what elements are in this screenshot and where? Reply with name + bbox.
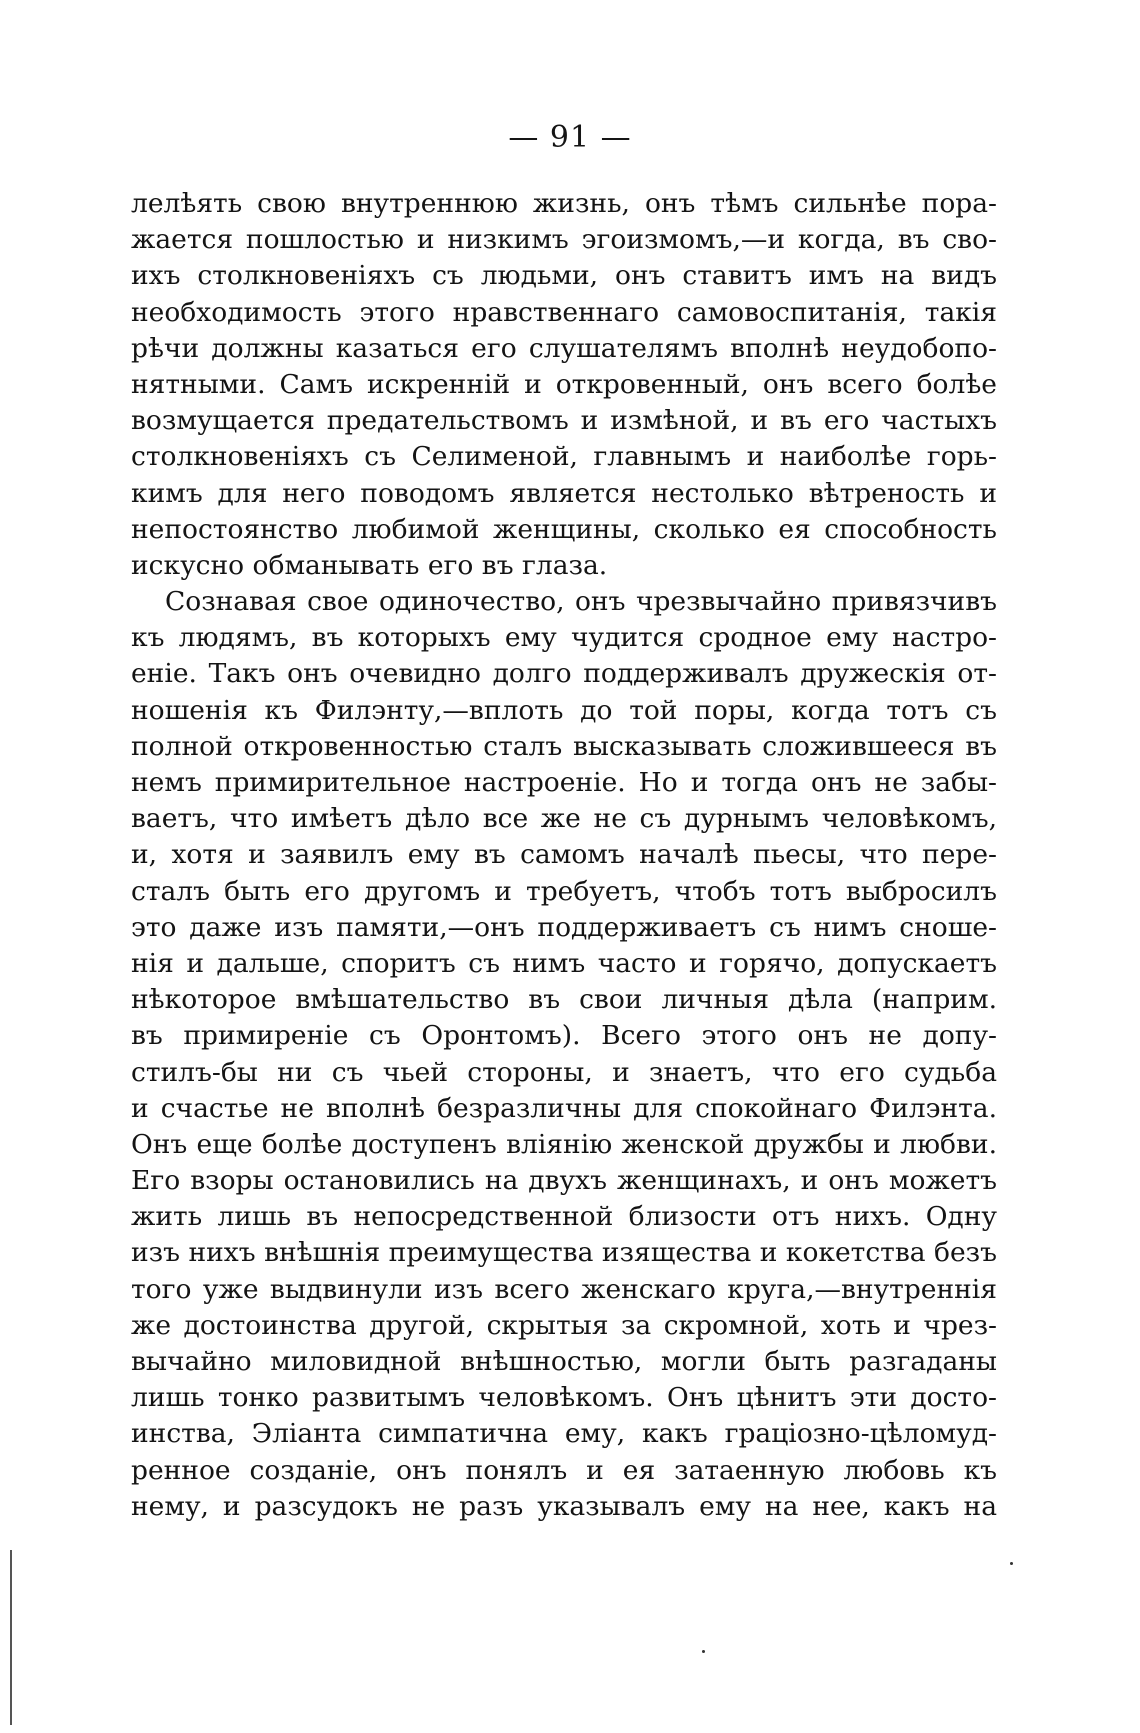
text-line: ношенія къ Филэнту,—вплоть до той поры, когда тотъ съ xyxy=(131,694,997,726)
text-line: жается пошлостью и низкимъ эгоизмомъ,—и когда, въ сво- xyxy=(131,224,997,256)
text-line: и, хотя и заявилъ ему въ самомъ началѣ пьесы, что пере- xyxy=(131,839,997,871)
text-line: инства, Эліанта симпатична ему, какъ граціозно-цѣломуд- xyxy=(131,1418,997,1450)
text-line: полной откровенностью сталъ высказывать сложившееся въ xyxy=(131,730,997,762)
text-line: сталъ быть его другомъ и требуетъ, чтобъ тотъ выбросилъ xyxy=(131,875,997,907)
text-line: нятными. Самъ искренній и откровенный, онъ всего болѣе xyxy=(131,368,997,400)
text-line: Его взоры остановились на двухъ женщинахъ, и онъ можетъ xyxy=(131,1165,997,1197)
text-line: нѣкоторое вмѣшательство въ свои личныя дѣла (наприм. xyxy=(131,984,997,1016)
text-line: въ примиреніе съ Оронтомъ). Всего этого онъ не допу- xyxy=(131,1020,997,1052)
scan-edge-mark xyxy=(10,1550,12,1725)
paragraph-end-line: искусно обманывать его въ глаза. xyxy=(131,549,608,581)
text-line: кимъ для него поводомъ является нестолько вѣтреность и xyxy=(131,477,997,509)
text-line: вычайно миловидной внѣшностью, могли быть разгаданы xyxy=(131,1346,997,1377)
text-line: къ людямъ, въ которыхъ ему чудится сродное ему настро- xyxy=(131,622,997,654)
text-line: нему, и разсудокъ не разъ указывалъ ему на нее, какъ на xyxy=(131,1490,997,1522)
text-line: же достоинства другой, скрытыя за скромной, хоть и чрез- xyxy=(131,1309,997,1341)
page-number: — 91 — xyxy=(508,120,632,155)
text-line: необходимость этого нравственнаго самовоспитанія, такія xyxy=(131,296,997,328)
text-line: Онъ еще болѣе доступенъ вліянію женской дружбы и любви. xyxy=(131,1128,997,1160)
text-line: ренное созданіе, онъ понялъ и ея затаенную любовь къ xyxy=(131,1454,997,1486)
body-text xyxy=(131,186,997,1525)
scan-speck xyxy=(1010,1562,1013,1565)
text-line: лелѣять свою внутреннюю жизнь, онъ тѣмъ сильнѣе пора- xyxy=(131,188,997,219)
text-line: возмущается предательствомъ и измѣной, и въ его частыхъ xyxy=(131,405,997,437)
text-line: стилъ-бы ни съ чьей стороны, и знаетъ, что его судьба xyxy=(131,1056,997,1088)
paragraph-start-line: Сознавая свое одиночество, онъ чрезвычайно привязчивъ xyxy=(165,586,997,618)
text-line: ихъ столкновеніяхъ съ людьми, онъ ставитъ имъ на видъ xyxy=(131,260,997,292)
text-line: еніе. Такъ онъ очевидно долго поддерживалъ дружескія от- xyxy=(131,658,997,690)
text-line: жить лишь въ непосредственной близости отъ нихъ. Одну xyxy=(131,1201,997,1233)
text-line: того уже выдвинули изъ всего женскаго круга,—внутреннія xyxy=(131,1273,997,1305)
scan-speck xyxy=(702,1650,705,1653)
text-line: лишь тонко развитымъ человѣкомъ. Онъ цѣнитъ эти досто- xyxy=(131,1382,997,1414)
text-line: и счастье не вполнѣ безразличны для спокойнаго Филэнта. xyxy=(131,1092,997,1124)
text-line: немъ примирительное настроеніе. Но и тогда онъ не забы- xyxy=(131,767,997,798)
text-line: рѣчи должны казаться его слушателямъ вполнѣ неудобопо- xyxy=(131,332,997,364)
text-line: столкновеніяхъ съ Селименой, главнымъ и наиболѣе горь- xyxy=(131,441,997,473)
text-line: непостоянство любимой женщины, сколько ея способность xyxy=(131,513,997,545)
text-line: это даже изъ памяти,—онъ поддерживаетъ съ нимъ сноше- xyxy=(131,911,997,943)
text-line: изъ нихъ внѣшнія преимущества изящества и кокетства безъ xyxy=(131,1237,997,1269)
text-line: ваетъ, что имѣетъ дѣло все же не съ дурнымъ человѣкомъ, xyxy=(131,803,997,835)
text-line: нія и дальше, споритъ съ нимъ часто и горячо, допускаетъ xyxy=(131,947,997,979)
